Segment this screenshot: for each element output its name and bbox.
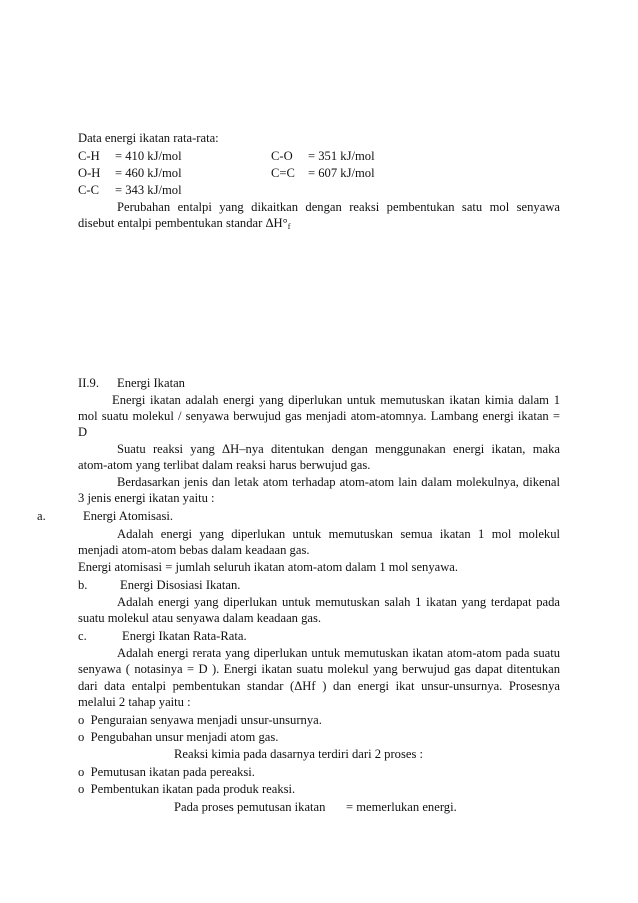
bond-cc-double-value: = 607 kJ/mol (308, 166, 375, 180)
bond-ch-value: = 410 kJ/mol (115, 149, 182, 163)
item-a-marker: a. (37, 509, 46, 523)
p3-line1: Berdasarkan jenis dan letak atom terhadap atom-atom lain dalam molekulnya, dikenal (117, 475, 560, 489)
item-c-marker: c. (78, 629, 87, 643)
bond-cc: C-C (78, 183, 99, 197)
bullet-list-2-item-1: o Pemutusan ikatan pada pereaksi. (78, 765, 255, 779)
energy-table-title: Data energi ikatan rata-rata: (78, 131, 219, 145)
item-c-title: Energi Ikatan Rata-Rata. (122, 629, 247, 643)
reaction-intro: Reaksi kimia pada dasarnya terdiri dari 2 proses : (174, 747, 423, 761)
p2-line2: atom-atom yang terlibat dalam reaksi harus berwujud gas. (78, 458, 371, 472)
bullet-list-2-item-2: o Pembentukan ikatan pada produk reaksi. (78, 782, 296, 796)
bond-co: C-O (271, 149, 293, 163)
item-b-title: Energi Disosiasi Ikatan. (120, 578, 241, 592)
item-b-line2: suatu molekul atau senyawa dalam keadaan gas. (78, 611, 322, 625)
p1-line1: Energi ikatan adalah energi yang diperlukan untuk memutuskan ikatan kimia dalam 1 (112, 393, 560, 407)
bullet-list-1-item-1: o Penguraian senyawa menjadi unsur-unsurnya. (78, 713, 322, 727)
bond-oh: O-H (78, 166, 101, 180)
p1-line3: D (78, 425, 88, 439)
bond-oh-value: = 460 kJ/mol (115, 166, 182, 180)
item-c-line1: Adalah energi rerata yang diperlukan untuk memutuskan ikatan atom-atom pada suatu (117, 646, 560, 660)
item-a-line2: menjadi atom-atom bebas dalam keadaan gas. (78, 543, 310, 557)
bond-ch: C-H (78, 149, 100, 163)
item-a-title: Energi Atomisasi. (83, 509, 174, 523)
item-b-line1: Adalah energi yang diperlukan untuk memutuskan salah 1 ikatan yang terdapat pada (117, 595, 560, 609)
enthalpy-paragraph-line2: disebut entalpi pembentukan standar $\Delta H^\circ_f$ (78, 216, 291, 231)
p2-line1: Suatu reaksi yang ΔH–nya ditentukan dengan menggunakan energi ikatan, maka (117, 442, 560, 456)
item-c-line2: senyawa ( notasinya = D ). Energi ikatan suatu molekul yang berwujud gas dapat ditentukan (78, 662, 560, 676)
bond-cc-double: C=C (271, 166, 295, 180)
bullet-list-1-item-2: o Pengubahan unsur menjadi atom gas. (78, 730, 279, 744)
final-line-right: = memerlukan energi. (346, 800, 457, 814)
item-c-line4: melalui 2 tahap yaitu : (78, 695, 191, 709)
p1-line2: mol suatu molekul / senyawa berwujud gas menjadi atom-atomnya. Lambang energi ikatan = (78, 409, 560, 423)
p3-line2: 3 jenis energi ikatan yaitu : (78, 491, 215, 505)
final-line-left: Pada proses pemutusan ikatan (174, 800, 326, 814)
item-a-line3: Energi atomisasi = jumlah seluruh ikatan atom-atom dalam 1 mol senyawa. (78, 560, 459, 574)
section-title: Energi Ikatan (117, 376, 185, 390)
enthalpy-paragraph-line1: Perubahan entalpi yang dikaitkan dengan reaksi pembentukan satu mol senyawa (117, 200, 560, 214)
item-c-line3: dari data entalpi pembentukan standar (ΔHf ) dan energi ikat unsur-unsurnya. Prosesnya (78, 679, 560, 693)
bond-co-value: = 351 kJ/mol (308, 149, 375, 163)
section-number: II.9. (78, 376, 99, 390)
item-a-line1: Adalah energi yang diperlukan untuk memutuskan semua ikatan 1 mol molekul (117, 527, 560, 541)
item-b-marker: b. (78, 578, 88, 592)
bond-cc-value: = 343 kJ/mol (115, 183, 182, 197)
